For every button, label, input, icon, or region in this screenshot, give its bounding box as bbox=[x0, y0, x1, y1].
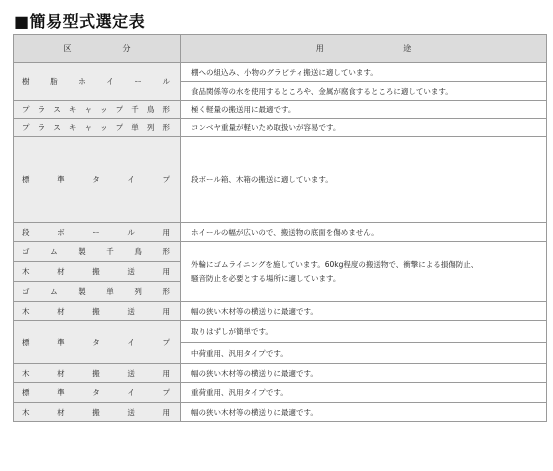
category-char: 脂 bbox=[50, 77, 58, 86]
use-text: 食品関係等の水を使用するところや、金属が腐食するところに適しています。 bbox=[191, 86, 453, 96]
category-char: 準 bbox=[57, 388, 65, 397]
use-text: 騒音防止を必要とする場所に適しています。 bbox=[191, 273, 341, 283]
category-char: 材 bbox=[57, 267, 65, 276]
category-char: 樹 bbox=[22, 77, 30, 86]
use-text: ホイールの幅が広いので、搬送物の底面を傷めません。 bbox=[191, 227, 379, 237]
category-char: タ bbox=[92, 175, 100, 184]
table-header-row bbox=[14, 35, 547, 63]
category-cell bbox=[14, 101, 181, 119]
category-char: 形 bbox=[162, 123, 170, 132]
category-char: 単 bbox=[131, 123, 139, 132]
use-cell bbox=[181, 119, 547, 137]
category-char: 標 bbox=[22, 337, 30, 347]
category-char: プ bbox=[115, 105, 124, 114]
category-char: 千 bbox=[131, 105, 139, 114]
table-row bbox=[14, 364, 547, 383]
category-char: 用 bbox=[162, 267, 170, 276]
category-char: ゴ bbox=[22, 287, 30, 296]
use-header-right: 途 bbox=[403, 44, 412, 53]
category-char: ボ bbox=[57, 227, 65, 237]
category-char: 木 bbox=[22, 306, 30, 316]
category-char: ー bbox=[134, 77, 142, 86]
category-header-right: 分 bbox=[122, 44, 131, 53]
category-cell bbox=[14, 383, 181, 403]
category-char: イ bbox=[106, 77, 114, 86]
category-char: ラ bbox=[37, 123, 46, 132]
use-cell bbox=[181, 403, 547, 422]
category-cell bbox=[14, 137, 181, 223]
use-cell bbox=[181, 383, 547, 403]
category-cell bbox=[14, 364, 181, 383]
category-char: 準 bbox=[57, 337, 65, 347]
use-cell bbox=[181, 101, 547, 119]
category-char: 製 bbox=[78, 247, 86, 256]
category-char: イ bbox=[127, 175, 135, 184]
category-char: 搬 bbox=[92, 368, 100, 378]
table-row bbox=[14, 63, 547, 82]
category-char: 用 bbox=[162, 407, 170, 417]
category-char: プ bbox=[22, 105, 30, 114]
table-row bbox=[14, 223, 547, 242]
category-char: 用 bbox=[162, 227, 170, 237]
use-text: 中荷重用、汎用タイプです。 bbox=[191, 348, 288, 358]
use-text: コンベヤ重量が軽いため取扱いが容易です。 bbox=[191, 123, 341, 132]
category-char: 単 bbox=[106, 287, 114, 296]
category-header bbox=[14, 35, 181, 63]
category-char: キ bbox=[68, 105, 77, 114]
category-char: 準 bbox=[57, 175, 65, 184]
table-row bbox=[14, 403, 547, 422]
table-row bbox=[14, 383, 547, 403]
category-char: ャ bbox=[84, 105, 92, 114]
category-label bbox=[14, 387, 180, 398]
category-cell bbox=[14, 63, 181, 101]
category-cell bbox=[14, 223, 181, 242]
category-char: 送 bbox=[127, 407, 135, 417]
category-char: プ bbox=[162, 337, 170, 347]
category-label bbox=[14, 286, 180, 297]
use-text: 重荷重用、汎用タイプです。 bbox=[191, 388, 288, 397]
category-label bbox=[14, 337, 180, 348]
category-char: 送 bbox=[127, 368, 135, 378]
category-char: ホ bbox=[78, 77, 86, 86]
use-text: 幅の狭い木材等の横送りに最適です。 bbox=[191, 306, 318, 316]
category-char: 千 bbox=[106, 247, 114, 256]
use-cell bbox=[181, 302, 547, 321]
table-row bbox=[14, 137, 547, 223]
use-text: 外輪にゴムライニングを施しています。60kg程度の搬送物で、衝撃による損傷防止、 bbox=[191, 259, 479, 269]
category-char: ス bbox=[53, 105, 61, 114]
category-char: ム bbox=[50, 247, 58, 256]
table-row bbox=[14, 242, 547, 262]
category-char: タ bbox=[92, 337, 100, 347]
category-label bbox=[14, 246, 180, 257]
category-char: プ bbox=[115, 123, 124, 132]
category-char: イ bbox=[127, 337, 135, 347]
category-char: タ bbox=[92, 388, 100, 397]
category-char: 列 bbox=[146, 123, 155, 132]
use-text: 棚への組込み、小物のグラビティ搬送に適しています。 bbox=[191, 67, 378, 77]
use-cell bbox=[181, 223, 547, 242]
use-text: 段ボール箱、木箱の搬送に適しています。 bbox=[191, 175, 333, 184]
category-char: 搬 bbox=[92, 407, 100, 417]
category-cell bbox=[14, 119, 181, 137]
category-char: ス bbox=[53, 123, 61, 132]
category-char: 材 bbox=[57, 306, 65, 316]
table-row bbox=[14, 119, 547, 137]
category-label bbox=[14, 76, 180, 87]
selection-table bbox=[13, 34, 547, 422]
category-label bbox=[14, 266, 180, 277]
category-char: 標 bbox=[22, 175, 30, 184]
use-text: 幅の狭い木材等の横送りに最適です。 bbox=[191, 407, 318, 417]
category-char: 木 bbox=[22, 267, 30, 276]
category-char: ー bbox=[92, 227, 100, 237]
use-header-left: 用 bbox=[315, 44, 324, 53]
category-char: 用 bbox=[162, 306, 170, 316]
category-label bbox=[14, 174, 180, 185]
category-char: 製 bbox=[78, 287, 86, 296]
category-char: 送 bbox=[127, 306, 135, 316]
category-char: 形 bbox=[162, 247, 170, 256]
category-char: 搬 bbox=[92, 267, 100, 276]
category-char: 用 bbox=[162, 368, 170, 378]
use-text: 取りはずしが簡単です。 bbox=[191, 327, 273, 336]
category-label bbox=[14, 122, 180, 133]
category-cell bbox=[14, 262, 181, 282]
table-row bbox=[14, 101, 547, 119]
page-title: ■簡易型式選定表 bbox=[14, 12, 146, 31]
use-cell bbox=[181, 82, 547, 101]
category-char: 搬 bbox=[92, 306, 100, 316]
category-char: プ bbox=[162, 388, 170, 397]
category-char: 鳥 bbox=[146, 105, 155, 114]
use-cell bbox=[181, 364, 547, 383]
category-char: 鳥 bbox=[134, 247, 142, 256]
category-char: 標 bbox=[22, 388, 30, 397]
use-cell bbox=[181, 321, 547, 343]
category-char: ル bbox=[162, 77, 170, 86]
category-char: ル bbox=[127, 227, 135, 237]
category-char: ッ bbox=[100, 123, 108, 132]
category-char: 列 bbox=[134, 287, 142, 296]
category-char: 形 bbox=[162, 105, 170, 114]
category-char: ム bbox=[50, 287, 58, 296]
category-char: 形 bbox=[162, 287, 170, 296]
category-char: イ bbox=[127, 388, 135, 397]
category-char: 送 bbox=[127, 267, 135, 276]
category-cell bbox=[14, 321, 181, 364]
category-char: 木 bbox=[22, 368, 30, 378]
category-char: ッ bbox=[100, 105, 108, 114]
category-header-left: 区 bbox=[63, 44, 72, 53]
category-char: 材 bbox=[57, 407, 65, 417]
table-row bbox=[14, 321, 547, 343]
category-char: ラ bbox=[37, 105, 46, 114]
category-char: ゴ bbox=[22, 247, 30, 256]
category-label bbox=[14, 227, 180, 238]
category-cell bbox=[14, 242, 181, 262]
use-text: 幅の狭い木材等の横送りに最適です。 bbox=[191, 368, 318, 378]
category-char: キ bbox=[68, 123, 77, 132]
category-label bbox=[14, 306, 180, 317]
category-char: プ bbox=[22, 123, 30, 132]
use-cell bbox=[181, 242, 547, 302]
category-cell bbox=[14, 403, 181, 422]
category-label bbox=[14, 368, 180, 379]
category-char: ャ bbox=[84, 123, 92, 132]
category-char: プ bbox=[162, 175, 170, 184]
table-row bbox=[14, 302, 547, 321]
use-cell bbox=[181, 137, 547, 223]
category-char: 段 bbox=[22, 227, 30, 237]
category-char: 材 bbox=[57, 368, 65, 378]
category-char: 木 bbox=[22, 407, 30, 417]
use-header bbox=[181, 35, 547, 63]
category-label bbox=[14, 104, 180, 115]
category-cell bbox=[14, 302, 181, 321]
use-cell bbox=[181, 343, 547, 364]
category-cell bbox=[14, 282, 181, 302]
use-cell bbox=[181, 63, 547, 82]
category-label bbox=[14, 407, 180, 418]
use-text: 極く軽量の搬送用に最適です。 bbox=[191, 105, 296, 114]
